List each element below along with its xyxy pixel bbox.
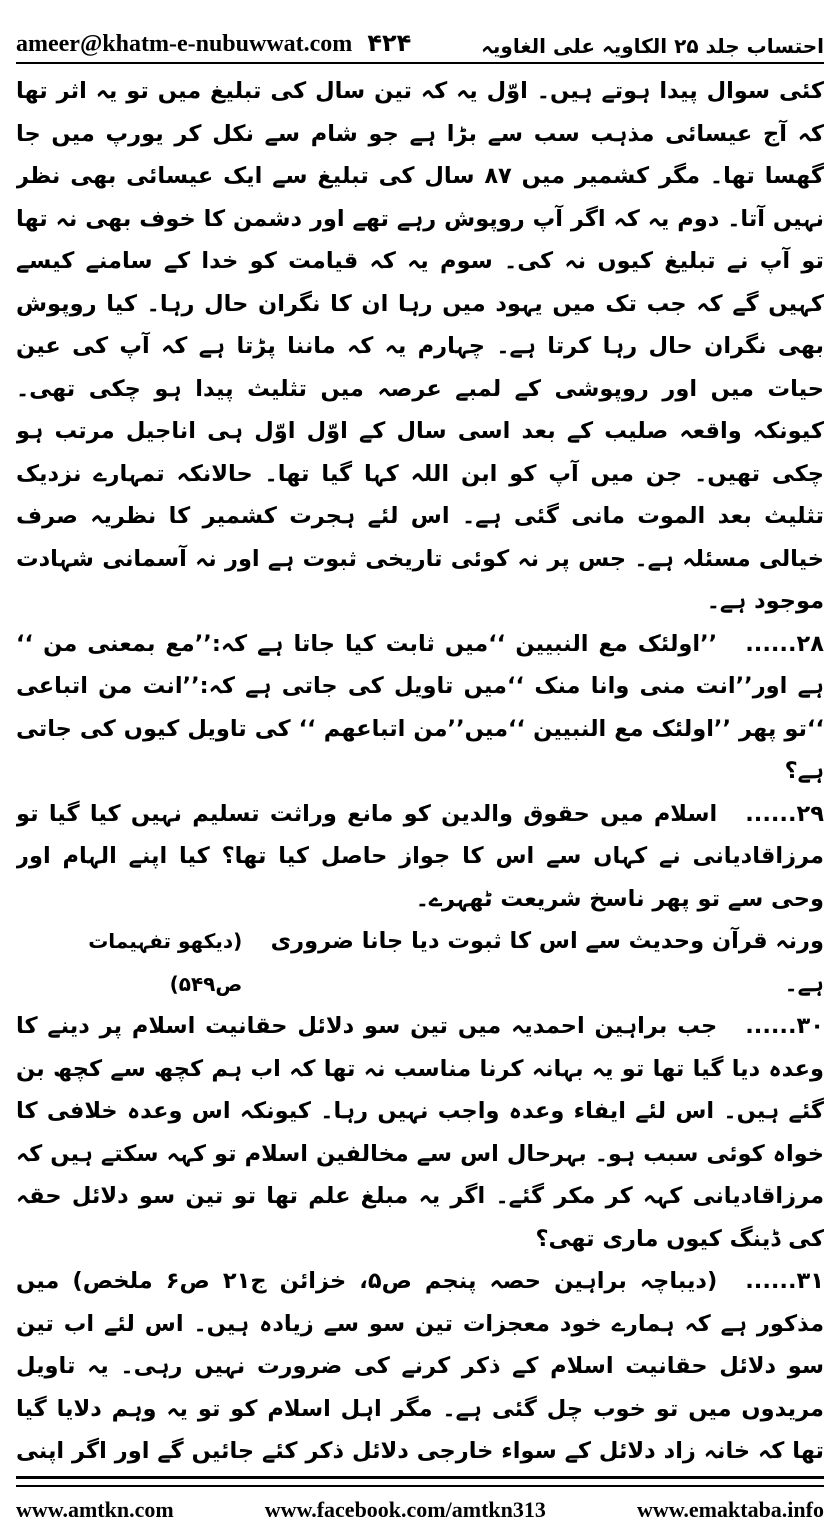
page-header — [16, 14, 824, 58]
item-30 — [16, 1005, 824, 1260]
item-31 — [16, 1260, 824, 1475]
item-29-text: اسلام میں حقوق والدین کو مانع وراثت تسلیم نہیں کیا گیا تو مرزاقادیانی نے کہاں سے اس کا جواز حاصل کیا تھا؟ کیا اپنے الہام اور وحی سے تو پھر ناسخ شریعت ٹھہرے۔ — [16, 800, 824, 912]
item-30-number: ۳۰...... — [745, 1013, 824, 1039]
header-rule — [16, 62, 824, 64]
footer-link-amtkn[interactable]: www.amtkn.com — [16, 1497, 174, 1522]
item-29-reference: (دیکھو تفہیمات ص۵۴۹) — [88, 929, 243, 996]
item-31-text: (دیباچہ براہین حصہ پنجم ص۵، خزائن ج۲۱ ص۶ ملخص) میں مذکور ہے کہ ہمارے خود معجزات تین سو سے زیادہ ہیں۔ اس لئے اب تین سو دلائل حقانیت اسلام کے ذکر کرنے کی ضرورت نہیں رہی۔ یہ تاویل مریدوں میں تو خوب چل گئی ہے۔ مگر اہل اسلام کو تو یہ وہم دلایا گیا تھا کہ خانہ زاد دلائل کے سواء خارجی دلائل ذکر کئے جائیں گے اور اگر اپنی — [16, 1268, 824, 1464]
item-29-end: ورنہ قرآن وحدیث سے اس کا ثبوت دیا جانا ضروری ہے۔ — [270, 928, 824, 997]
item-29 — [16, 793, 824, 921]
paragraph-1: کئی سوال پیدا ہوتے ہیں۔ اوّل یہ کہ تین سال کی تبلیغ میں تو یہ اثر تھا کہ آج عیسائی مذہب سب سے بڑا ہے جو شام سے نکل کر یورپ میں جا گھسا تھا۔ مگر کشمیر میں ۸۷ سال کی تبلیغ سے ایک عیسائی بھی نظر نہیں آتا۔ دوم یہ کہ اگر آپ روپوش رہے تھے اور دشمن کا خوف بھی نہ تھا تو آپ نے تبلیغ کیوں نہ کی۔ سوم یہ کہ قیامت کو خدا کے سامنے کیسے کہیں گے کہ جب تک میں یہود میں رہا ان کا نگران حال رہا۔ کیا روپوش بھی نگران حال رہا کرتا ہے۔ چہارم یہ کہ ماننا پڑتا ہے کہ آپ کی عین حیات میں اور روپوشی کے لمبے عرصہ میں تثلیث پیدا ہو چکی تھی۔ کیونکہ واقعہ صلیب کے بعد اسی سال کے اوّل اوّل ہی اناجیل مرتب ہو چکی تھیں۔ جن میں آپ کو ابن اللہ کہا گیا تھا۔ حالانکہ تمہارے نزدیک تثلیث بعد الموت مانی گئی ہے۔ اس لئے ہجرت کشمیر کا نظریہ صرف خیالی مسئلہ ہے۔ جس پر نہ کوئی تاریخی ثبوت ہے اور نہ آسمانی شہادت موجود ہے۔ — [16, 78, 824, 614]
page-footer — [16, 1492, 824, 1528]
page-body — [16, 70, 824, 1475]
running-title: احتساب جلد ۲۵ الکاویہ علی الغاویہ — [481, 34, 824, 58]
header-left — [16, 29, 411, 58]
item-29-ref-line — [16, 920, 824, 1005]
footer-link-emaktaba[interactable]: www.emaktaba.info — [636, 1497, 824, 1522]
page-number: ۴۲۴ — [367, 29, 412, 57]
footer-link-facebook[interactable]: www.facebook.com/amtkn313 — [264, 1497, 546, 1522]
footer-rule — [16, 1476, 824, 1487]
item-28 — [16, 623, 824, 793]
item-29-number: ۲۹...... — [745, 800, 824, 827]
item-28-number: ۲۸...... — [745, 630, 824, 657]
header-email: ameer@khatm-e-nubuwwat.com — [16, 31, 353, 57]
item-31-number: ۳۱...... — [745, 1268, 824, 1294]
item-30-text: جب براہین احمدیہ میں تین سو دلائل حقانیت اسلام پر دینے کا وعدہ دیا گیا تھا تو یہ بہانہ کرنا مناسب نہ تھا کہ اب ہم کچھ سے کچھ بن گئے ہیں۔ اس لئے ایفاء وعدہ واجب نہیں رہا۔ کیونکہ اس وعدہ خلافی کا خواہ کوئی سبب ہو۔ بہرحال اس سے مخالفین اسلام تو کہہ سکتے ہیں کہ مرزاقادیانی کہہ کر مکر گئے۔ اگر یہ مبلغ علم تھا تو تین سو دلائل حقہ کی ڈینگ کیوں ماری تھی؟ — [16, 1013, 824, 1252]
item-28-text: ’’اولئک مع النبیین ‘‘میں ثابت کیا جاتا ہے کہ:’’مع بمعنی من ‘‘ ہے اور’’انت منی وانا منک ‘‘میں تاویل کی جاتی ہے کہ:’’انت من اتباعی ‘‘تو پھر ’’اولئک مع النبیین ‘‘میں’’من اتباعھم ‘‘ کی تاویل کیوں کی جاتی ہے؟ — [16, 630, 824, 784]
